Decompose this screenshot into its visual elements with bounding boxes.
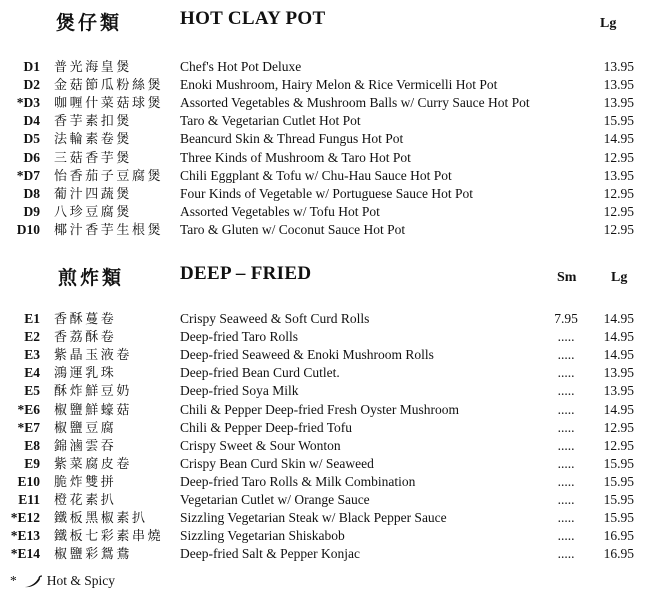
- item-price-large: 13.95: [603, 167, 634, 183]
- item-name: Crispy Seaweed & Soft Curd Rolls: [180, 311, 370, 326]
- item-name: Chili & Pepper Deep-fried Fresh Oyster Mushroom: [180, 401, 459, 417]
- fried-row: [0, 382, 650, 400]
- chili-pepper-icon: [23, 575, 43, 589]
- item-name: Sizzling Vegetarian Steak w/ Black Pepper Sauce: [180, 510, 447, 526]
- item-code: D10: [16, 221, 40, 237]
- item-price-large: 15.95: [603, 473, 634, 489]
- item-chinese-name: 椒鹽彩鴛鴦: [54, 546, 133, 562]
- item-chinese-name: 八珍豆腐煲: [54, 203, 133, 219]
- item-chinese-name: 椒鹽鮮蠔菇: [54, 401, 133, 417]
- item-name: Assorted Vegetables & Mushroom Balls w/ Curry Sauce Hot Pot: [180, 95, 530, 111]
- item-name: Vegetarian Cutlet w/ Orange Sauce: [180, 492, 370, 507]
- item-code: *E14: [10, 546, 40, 562]
- item-code: D4: [23, 113, 40, 129]
- item-name: Chef's Hot Pot Deluxe: [180, 59, 302, 74]
- fried-row: [0, 527, 650, 545]
- item-price-large: 16.95: [603, 528, 634, 544]
- item-code: *E12: [10, 510, 40, 526]
- item-code: D5: [23, 131, 40, 147]
- fried-row: [0, 364, 650, 382]
- hotpot-row: [0, 112, 650, 130]
- item-code: D9: [23, 203, 40, 219]
- item-price-large: 14.95: [603, 311, 634, 326]
- item-code: E11: [18, 492, 40, 507]
- item-code: E1: [24, 311, 40, 326]
- item-price-large: 13.95: [603, 383, 634, 399]
- item-name: Deep-fried Seaweed & Enoki Mushroom Rolls: [180, 347, 434, 363]
- fried-title: DEEP – FRIED: [180, 263, 312, 284]
- item-price-large: 13.95: [603, 77, 634, 93]
- item-price-small: .....: [557, 401, 575, 417]
- item-code: E8: [24, 437, 40, 453]
- fried-row: [0, 455, 650, 473]
- item-price-large: 15.95: [603, 113, 634, 129]
- item-chinese-name: 鴻運乳珠: [54, 365, 117, 381]
- legend-star: *: [10, 573, 17, 588]
- hotpot-row: [0, 149, 650, 167]
- hotpot-title: HOT CLAY POT: [180, 8, 326, 29]
- item-price-small: 7.95: [554, 311, 578, 326]
- fried-row: [0, 310, 650, 328]
- item-price-large: 12.95: [603, 203, 634, 219]
- item-chinese-name: 金菇節瓜粉絲煲: [54, 77, 164, 93]
- item-price-large: 13.95: [603, 59, 634, 74]
- legend-text: Hot & Spicy: [46, 573, 116, 588]
- item-chinese-name: 法輪素卷煲: [54, 131, 133, 147]
- fried-row: [0, 328, 650, 346]
- hotpot-row: [0, 185, 650, 203]
- item-price-small: .....: [557, 419, 575, 435]
- fried-row: [0, 437, 650, 455]
- item-code: *E7: [17, 419, 40, 435]
- item-price-large: 14.95: [603, 329, 634, 345]
- item-name: Crispy Bean Curd Skin w/ Seaweed: [180, 455, 374, 471]
- item-name: Beancurd Skin & Thread Fungus Hot Pot: [180, 131, 404, 147]
- fried-col-large: Lg: [611, 270, 628, 285]
- item-price-small: .....: [557, 510, 575, 526]
- item-code: E4: [24, 365, 40, 381]
- item-name: Deep-fried Taro Rolls: [180, 329, 299, 345]
- item-price-large: 12.95: [603, 185, 634, 201]
- item-code: E3: [24, 347, 40, 363]
- item-price-small: .....: [557, 473, 575, 489]
- item-price-large: 12.95: [603, 221, 634, 237]
- item-chinese-name: 咖喱什菜菇球煲: [54, 95, 164, 111]
- item-code: *E13: [10, 528, 40, 544]
- item-price-small: .....: [557, 455, 575, 471]
- item-price-large: 12.95: [603, 437, 634, 453]
- item-name: Deep-fried Bean Curd Cutlet.: [180, 365, 340, 381]
- item-name: Assorted Vegetables w/ Tofu Hot Pot: [180, 203, 380, 219]
- item-price-large: 14.95: [603, 131, 634, 147]
- hotpot-row: [0, 76, 650, 94]
- hotpot-title-chinese: 煲仔類: [56, 13, 123, 34]
- item-chinese-name: 紫菜腐皮卷: [54, 455, 133, 471]
- item-chinese-name: 怡香茄子豆腐煲: [54, 167, 164, 183]
- item-name: Taro & Gluten w/ Coconut Sauce Hot Pot: [180, 221, 406, 237]
- item-price-small: .....: [557, 347, 575, 363]
- fried-row: [0, 509, 650, 527]
- item-chinese-name: 椒鹽豆腐: [54, 419, 117, 435]
- fried-col-small: Sm: [557, 270, 577, 285]
- item-name: Deep-fried Soya Milk: [180, 383, 299, 399]
- item-price-small: .....: [557, 437, 575, 453]
- item-chinese-name: 椰汁香芋生根煲: [54, 221, 164, 237]
- spicy-legend: [10, 571, 115, 591]
- item-price-small: .....: [557, 492, 575, 507]
- item-price-large: 14.95: [603, 347, 634, 363]
- item-price-large: 13.95: [603, 95, 634, 111]
- fried-row: [0, 545, 650, 563]
- hotpot-row: [0, 203, 650, 221]
- item-code: D6: [23, 149, 40, 165]
- item-name: Chili & Pepper Deep-fried Tofu: [180, 419, 353, 435]
- item-chinese-name: 酥炸鮮豆奶: [54, 383, 133, 399]
- item-chinese-name: 三菇香芋煲: [54, 149, 133, 165]
- item-price-large: 14.95: [603, 401, 634, 417]
- hotpot-row: [0, 167, 650, 185]
- item-price-large: 12.95: [603, 149, 634, 165]
- item-name: Four Kinds of Vegetable w/ Portuguese Sauce Hot Pot: [180, 185, 473, 201]
- item-chinese-name: 香荔酥卷: [54, 329, 117, 345]
- fried-row: [0, 401, 650, 419]
- item-name: Chili Eggplant & Tofu w/ Chu-Hau Sauce Hot Pot: [180, 167, 452, 183]
- item-chinese-name: 鐵板黑椒素扒: [54, 510, 148, 526]
- item-code: E10: [17, 473, 40, 489]
- item-code: D1: [23, 59, 40, 74]
- item-code: *D3: [16, 95, 40, 111]
- item-chinese-name: 脆炸雙拼: [54, 473, 117, 489]
- item-chinese-name: 普光海皇煲: [54, 59, 133, 74]
- hotpot-col-large: Lg: [600, 16, 617, 31]
- item-code: *E6: [17, 401, 40, 417]
- item-name: Deep-fried Salt & Pepper Konjac: [180, 546, 360, 562]
- item-price-large: 15.95: [603, 510, 634, 526]
- item-name: Taro & Vegetarian Cutlet Hot Pot: [180, 113, 361, 129]
- hotpot-row: [0, 94, 650, 112]
- item-price-large: 16.95: [603, 546, 634, 562]
- item-chinese-name: 鐵板七彩素串燒: [54, 528, 164, 544]
- item-price-large: 13.95: [603, 365, 634, 381]
- item-chinese-name: 香芋素扣煲: [54, 113, 133, 129]
- item-price-small: .....: [557, 528, 575, 544]
- item-code: D8: [23, 185, 40, 201]
- item-chinese-name: 錦滷雲吞: [54, 437, 117, 453]
- item-price-small: .....: [557, 546, 575, 562]
- item-price-large: 15.95: [603, 455, 634, 471]
- item-name: Three Kinds of Mushroom & Taro Hot Pot: [180, 149, 411, 165]
- fried-title-chinese: 煎炸類: [58, 268, 125, 289]
- item-price-small: .....: [557, 329, 575, 345]
- fried-row: [0, 419, 650, 437]
- item-code: E9: [24, 455, 40, 471]
- item-chinese-name: 香酥蔓卷: [54, 311, 117, 326]
- fried-row: [0, 491, 650, 509]
- item-price-small: .....: [557, 365, 575, 381]
- item-name: Sizzling Vegetarian Shiskabob: [180, 528, 345, 544]
- hotpot-row: [0, 221, 650, 239]
- item-chinese-name: 橙花素扒: [54, 492, 117, 507]
- item-price-large: 12.95: [603, 419, 634, 435]
- fried-row: [0, 346, 650, 364]
- item-price-small: .....: [557, 383, 575, 399]
- fried-row: [0, 473, 650, 491]
- item-name: Crispy Sweet & Sour Wonton: [180, 437, 341, 453]
- item-code: *D7: [16, 167, 40, 183]
- item-code: E5: [24, 383, 40, 399]
- item-name: Deep-fried Taro Rolls & Milk Combination: [180, 473, 416, 489]
- hotpot-row: [0, 130, 650, 148]
- item-chinese-name: 葡汁四蔬煲: [54, 185, 133, 201]
- item-price-large: 15.95: [603, 492, 634, 507]
- item-name: Enoki Mushroom, Hairy Melon & Rice Vermicelli Hot Pot: [180, 77, 498, 93]
- hotpot-row: [0, 58, 650, 76]
- item-code: D2: [23, 77, 40, 93]
- item-code: E2: [24, 329, 40, 345]
- item-chinese-name: 紫晶玉液卷: [54, 347, 133, 363]
